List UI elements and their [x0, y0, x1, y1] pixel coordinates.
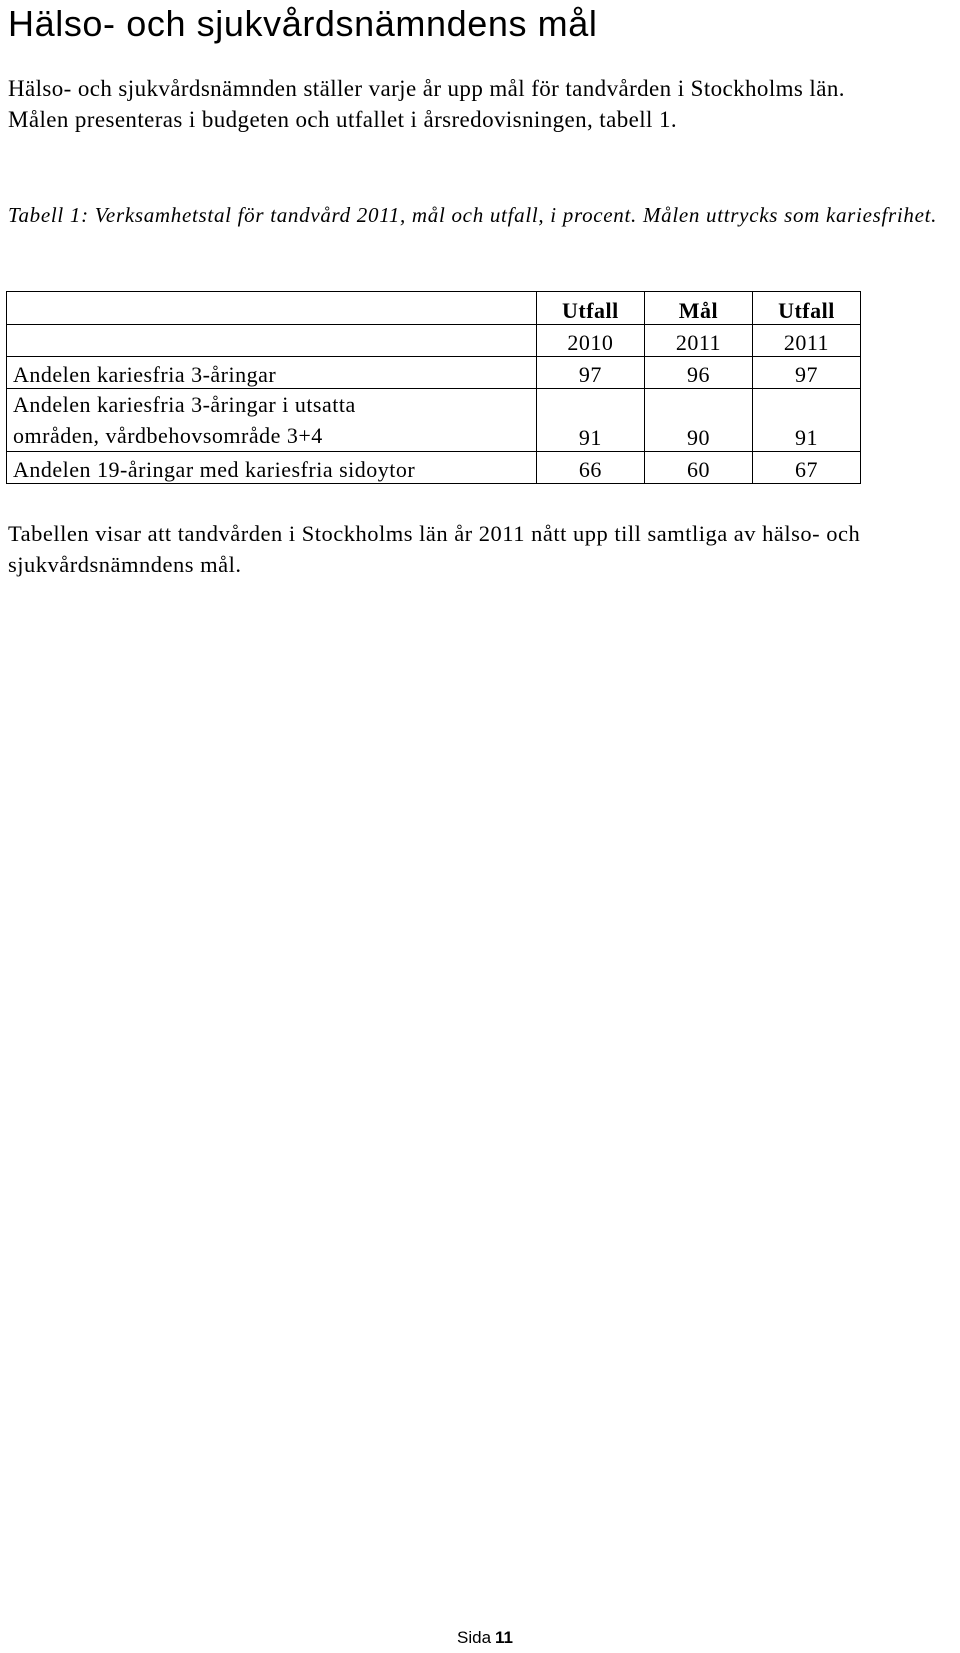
row-label: Andelen kariesfria 3-åringar: [7, 357, 537, 389]
footer-label: Sida: [457, 1628, 492, 1647]
row-label: [7, 389, 537, 452]
page-number: 11: [495, 1628, 514, 1647]
value-cell: 96: [644, 357, 752, 389]
conclusion-paragraph: Tabellen visar att tandvården i Stockholms län år 2011 nått upp till samtliga av hälso- och sjukvårdsnämndens mål.: [8, 521, 861, 577]
value-cell: 90: [644, 389, 752, 452]
value-cell: 60: [644, 452, 752, 484]
table-year-row: [7, 325, 861, 357]
value-cell: 97: [536, 357, 644, 389]
results-table: [6, 291, 861, 484]
value-cell: 67: [752, 452, 860, 484]
year-cell: 2011: [752, 325, 860, 357]
table-row: [7, 452, 861, 484]
year-cell: 2010: [536, 325, 644, 357]
header-utfall-2010: Utfall: [536, 292, 644, 325]
table-header-row: [7, 292, 861, 325]
header-mal-2011: Mål: [644, 292, 752, 325]
year-cell: 2011: [644, 325, 752, 357]
table-caption: Tabell 1: Verksamhetstal för tandvård 2011, mål och utfall, i procent. Målen uttrycks som kariesfrihet.: [8, 203, 938, 227]
row-label-line: områden, vårdbehovsområde 3+4: [13, 423, 323, 448]
value-cell: 66: [536, 452, 644, 484]
row-label-line: Andelen kariesfria 3-åringar i utsatta: [13, 392, 356, 417]
value-cell: 97: [752, 357, 860, 389]
intro-paragraph: Hälso- och sjukvårdsnämnden ställer varje år upp mål för tandvården i Stockholms län. Målen presenteras i budgeten och utfallet i årsredovisningen, tabell 1.: [8, 76, 845, 132]
value-cell: 91: [752, 389, 860, 452]
table-row: [7, 389, 861, 452]
value-cell: 91: [536, 389, 644, 452]
table-row: [7, 357, 861, 389]
year-empty-cell: [7, 325, 537, 357]
page-title: Hälso- och sjukvårdsnämndens mål: [8, 3, 598, 44]
header-utfall-2011: Utfall: [752, 292, 860, 325]
header-empty-cell: [7, 292, 537, 325]
page-footer: [457, 1628, 513, 1648]
row-label: Andelen 19-åringar med kariesfria sidoytor: [7, 452, 537, 484]
